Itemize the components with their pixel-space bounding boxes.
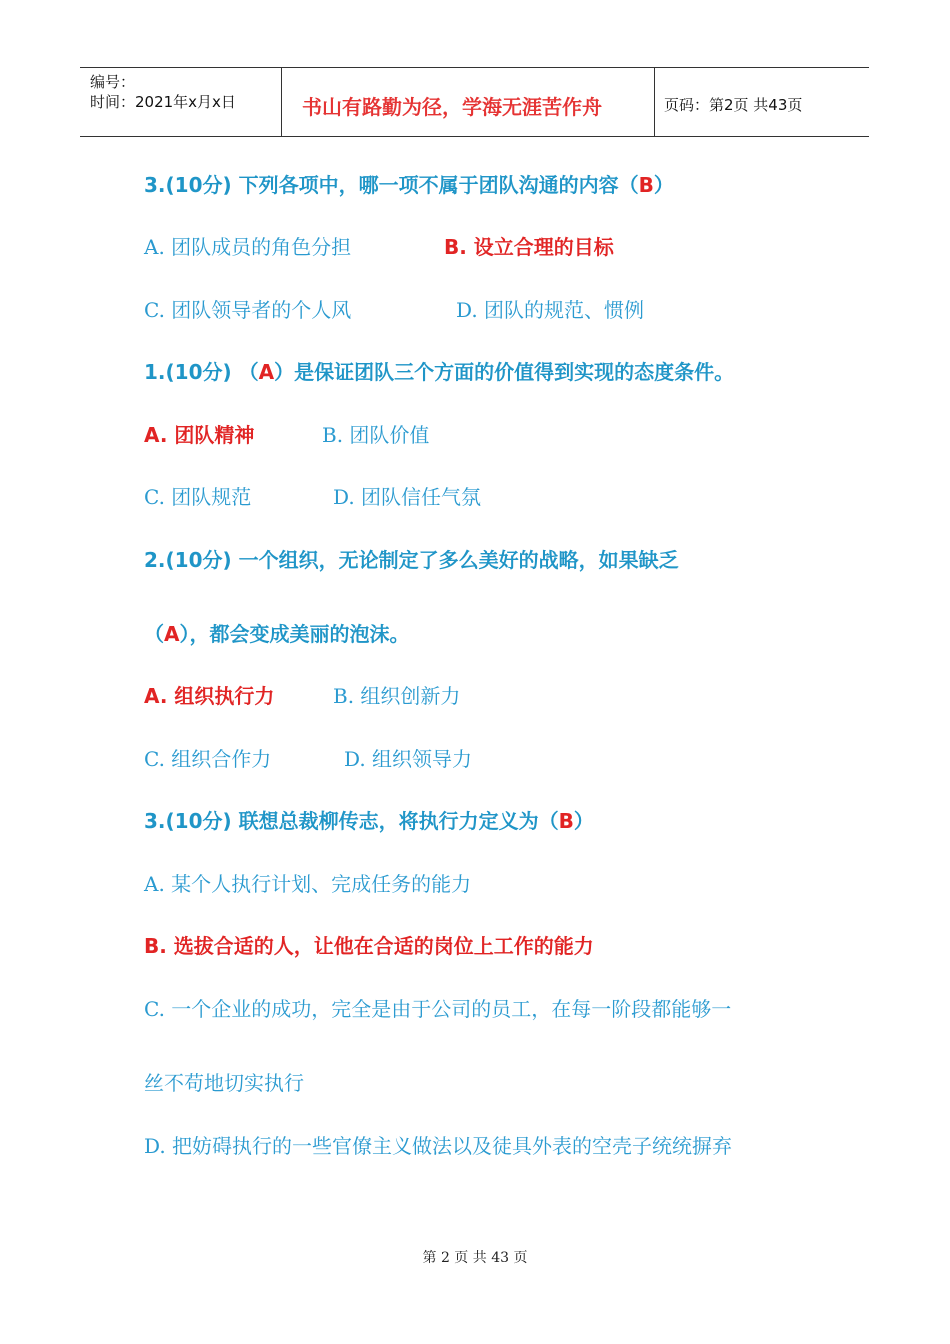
page-info: 页码：第2页 共43页	[664, 96, 803, 114]
option-c: C. 团队规范	[144, 485, 252, 509]
option-c: C. 一个企业的成功，完全是由于公司的员工，在每一阶段都能够一	[144, 997, 732, 1021]
header-motto: 书山有路勤为径，学海无涯苦作舟	[302, 95, 602, 119]
question-stem-line1: 2.(10分) 一个组织，无论制定了多么美好的战略，如果缺乏	[144, 548, 679, 572]
option-d: D. 把妨碍执行的一些官僚主义做法以及徒具外表的空壳子统统摒弃	[144, 1134, 733, 1158]
option-a-correct: A. 团队精神	[144, 423, 255, 447]
option-b: B. 组织创新力	[333, 684, 461, 708]
time-label: 时间：2021年x月x日	[90, 93, 236, 111]
option-d: D. 团队的规范、惯例	[456, 298, 645, 322]
header-divider	[281, 68, 282, 136]
question-stem: 1.(10分) （A）是保证团队三个方面的价值得到实现的态度条件。	[144, 360, 735, 384]
option-b: B. 团队价值	[322, 423, 430, 447]
answer-key: A	[258, 360, 275, 384]
question-stem: 3.(10分) 下列各项中，哪一项不属于团队沟通的内容（B）	[144, 173, 674, 197]
option-c-continued: 丝不苟地切实执行	[144, 1071, 304, 1095]
question-stem: 3.(10分) 联想总裁柳传志，将执行力定义为（B）	[144, 809, 594, 833]
number-label: 编号：	[90, 73, 136, 91]
option-a-correct: A. 组织执行力	[144, 684, 275, 708]
option-b-correct: B. 设立合理的目标	[444, 235, 614, 259]
option-d: D. 团队信任气氛	[333, 485, 482, 509]
option-c: C. 组织合作力	[144, 747, 272, 771]
answer-key: B	[638, 173, 654, 197]
question-stem-line2: （A），都会变成美丽的泡沫。	[144, 622, 410, 646]
option-b-correct: B. 选拔合适的人，让他在合适的岗位上工作的能力	[144, 934, 594, 958]
option-a: A. 团队成员的角色分担	[144, 235, 352, 259]
page-header	[80, 67, 869, 137]
answer-key: A	[164, 622, 180, 646]
answer-key: B	[558, 809, 574, 833]
option-a: A. 某个人执行计划、完成任务的能力	[144, 872, 472, 896]
page-footer: 第 2 页 共 43 页	[422, 1250, 528, 1266]
option-d: D. 组织领导力	[344, 747, 473, 771]
header-divider	[654, 68, 655, 136]
option-c: C. 团队领导者的个人风	[144, 298, 352, 322]
